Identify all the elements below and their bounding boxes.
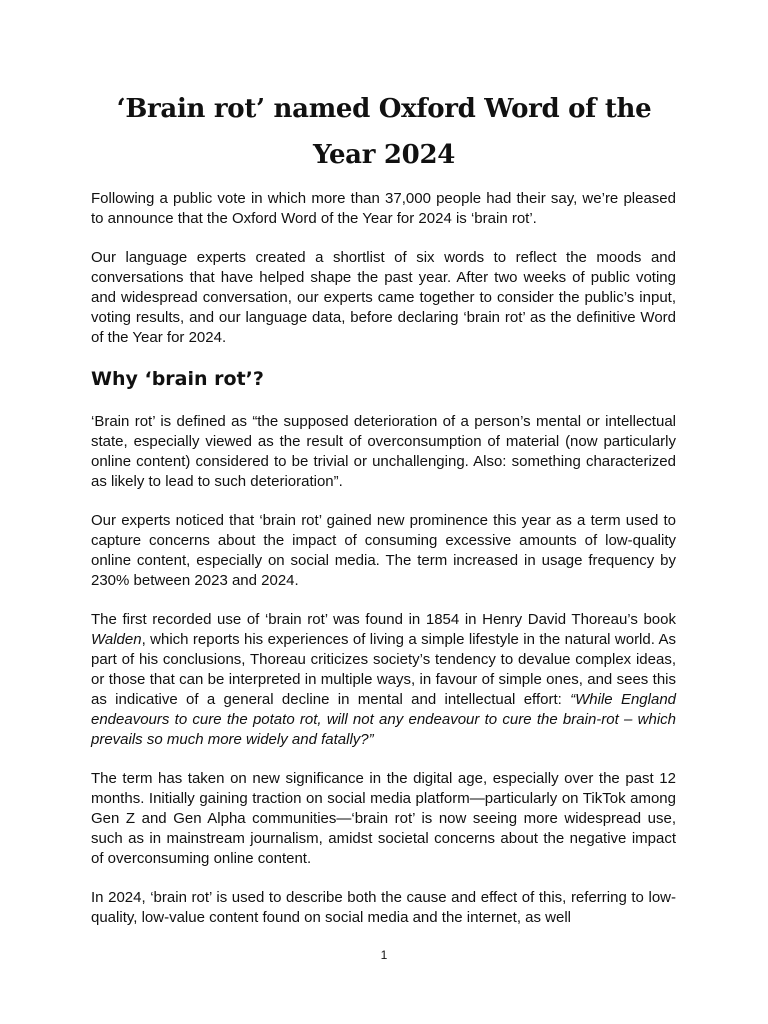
page-title: ‘Brain rot’ named Oxford Word of the Year 2024 (116, 94, 652, 170)
intro-paragraph-2: Our language experts created a shortlist of six words to reflect the moods and conversations that have helped shape the past year. After two weeks of public voting and widespread conversation, our experts came together to consider the public’s input, voting results, and our language data, before declaring ‘brain rot’ as the definitive Word of the Year for 2024. (91, 249, 676, 346)
intro-paragraph-1: Following a public vote in which more than 37,000 people had their say, we’re pleased to announce that the Oxford Word of the Year for 2024 is ‘brain rot’. (91, 190, 676, 227)
definition-paragraph: ‘Brain rot’ is defined as “the supposed deterioration of a person’s mental or intellectual state, especially viewed as the result of overconsumption of material (now particularly online content) considered to be trivial or unchallenging. Also: something characterized as likely to lead to such deterioration”. (91, 413, 676, 490)
digital-age-paragraph: The term has taken on new significance in the digital age, especially over the past 12 months. Initially gaining traction on social media platform—particularly on TikTok among Gen Z and Gen Alpha communities—‘brain rot’ is now seeing more widespread use, such as in mainstream journalism, amidst societal concerns about the negative impact of overconsuming online content. (91, 770, 676, 867)
prominence-paragraph: Our experts noticed that ‘brain rot’ gained new prominence this year as a term used to capture concerns about the impact of consuming excessive amounts of low-quality online content, especially on social media. The term increased in usage frequency by 230% between 2023 and 2024. (91, 512, 676, 589)
book-title: Walden (91, 631, 142, 648)
thoreau-quote: “While England endeavours to cure the potato rot, will not any endeavour to cure the brain-rot – which prevails so much more widely and fatally?” (91, 691, 677, 748)
history-paragraph (91, 610, 676, 750)
section-heading: Why ‘brain rot’? (91, 368, 264, 390)
history-text-middle: , which reports his experiences of living a simple lifestyle in the natural world. As part of his conclusions, Thoreau criticizes society’s tendency to devalue complex ideas, or those that can be interpreted in multiple ways, in favour of simple ones, and sees this as indicative of a general decline in mental and intellectual effort: (91, 631, 676, 708)
history-text-start: The first recorded use of ‘brain rot’ was found in 1854 in Henry David Thoreau’s book (91, 611, 676, 628)
page-number: 1 (380, 948, 388, 962)
usage-paragraph: In 2024, ‘brain rot’ is used to describe both the cause and effect of this, referring to low-quality, low-value content found on social media and the internet, as well (91, 889, 676, 926)
article-body (91, 189, 676, 947)
